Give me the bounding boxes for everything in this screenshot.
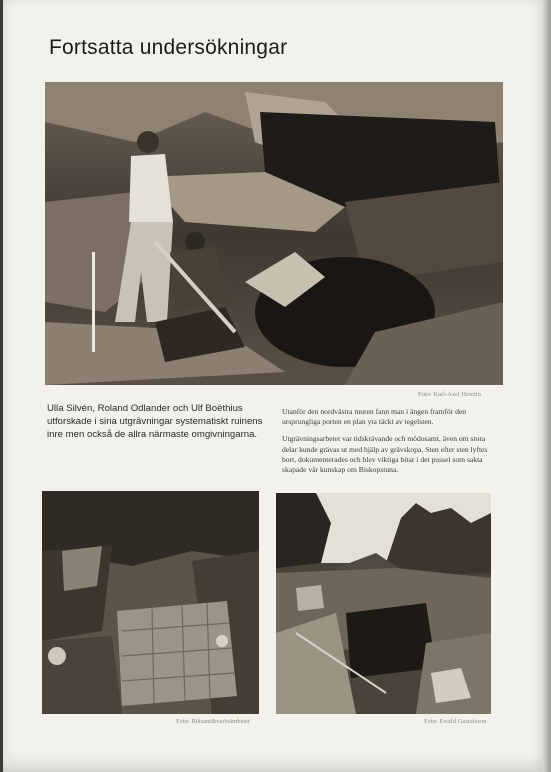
- top-photo: [45, 82, 503, 385]
- bottom-left-photo-credit: Foto: Riksantikvarieämbetet: [176, 718, 250, 725]
- text-column: [282, 407, 498, 482]
- paragraph-2: Utgrävningsarbetet var tidskrävande och mödosamt, även om stora delar kunde grävas ut med hjälp av grävskopa. Sten efter sten lyftes bort, dokumenterades och blev viktiga bitar i det pussel som sakta skapade vår kunskap om Biskopstuna.: [282, 434, 488, 475]
- top-photo-credit: Foto: Karl-Axel Hemlin: [418, 391, 481, 398]
- bottom-right-photo: [276, 493, 491, 714]
- paragraph-1: Utanför den nordvästra muren fann man i ängen framför den ursprungliga porten en plan yta täckt av tegelsten.: [282, 407, 467, 427]
- board-edge: [543, 0, 551, 772]
- bottom-left-photo: [42, 491, 259, 714]
- photo-caption: Ulla Silvén, Roland Odlander och Ulf Boëthius utforskade i sina utgrävningar systematiskt ruinens inre men också de allra närmaste omgivningarna.: [47, 403, 263, 441]
- bottom-right-photo-credit: Foto: Ewald Gustafsson: [424, 718, 487, 725]
- page-title: Fortsatta undersökningar: [49, 36, 288, 59]
